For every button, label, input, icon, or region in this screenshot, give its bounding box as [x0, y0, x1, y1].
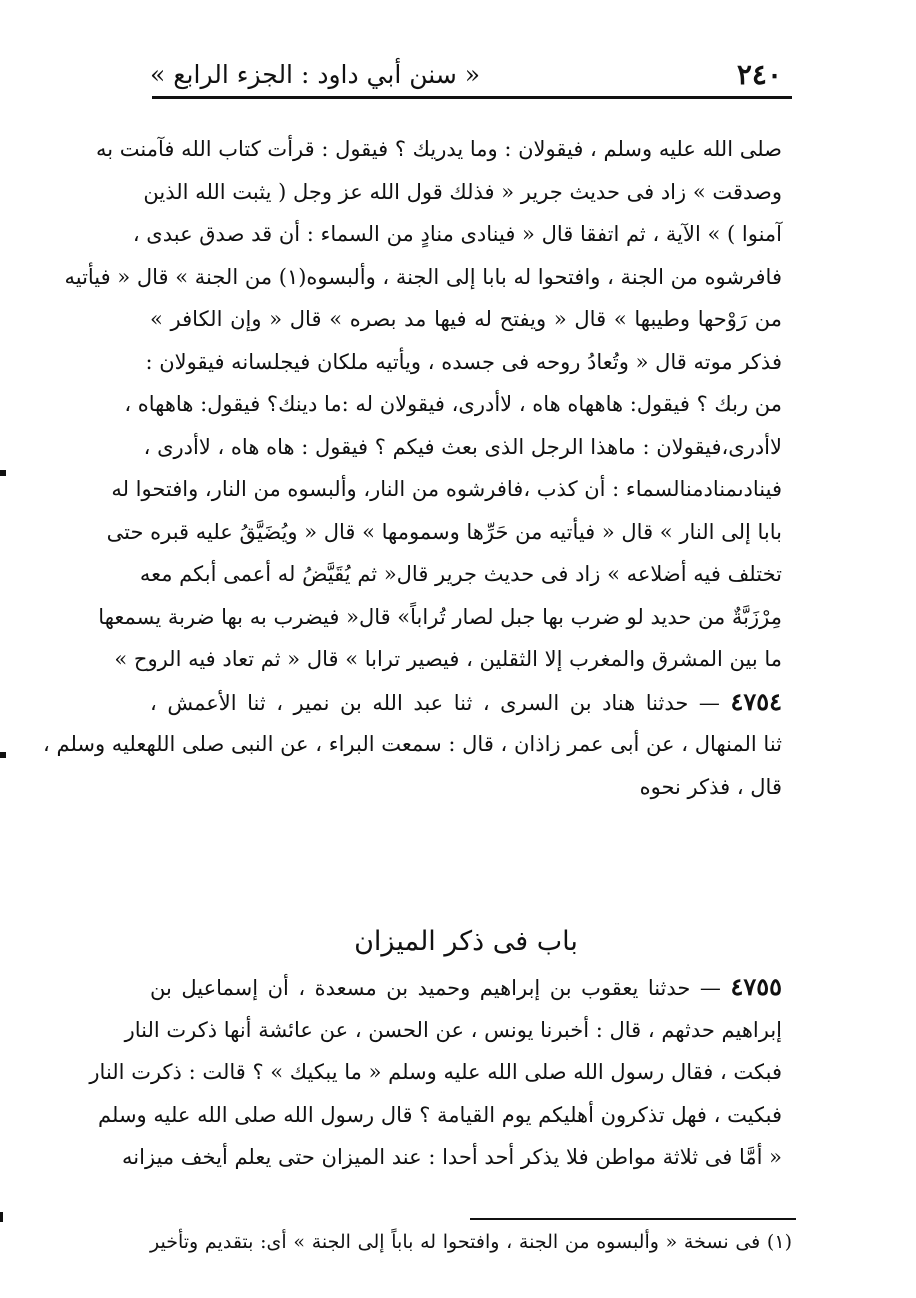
text-line: تختلف فيه أضلاعه » زاد فى حديث جرير قال« ثم يُقَيَّضُ له أعمى أبكم معه: [139, 562, 782, 586]
footnote-rule: [470, 1218, 796, 1220]
text-line: من ربك ؟ فيقول: هاههاه هاه ، لاأدرى، فيقولان له :ما دينك؟ فيقول: هاههاه ،: [124, 392, 782, 416]
text-line: « أمَّا فى ثلاثة مواطن فلا يذكر أحد أحدا : عند الميزان حتى يعلم أيخف ميزانه: [122, 1145, 782, 1169]
hadith-4754-first-line: [150, 681, 782, 724]
page-header: [150, 52, 782, 96]
footnote: (١) فى نسخة « وألبسوه من الجنة ، وافتحوا له باباً إلى الجنة » أى: بتقديم وتأخير: [150, 1231, 792, 1253]
text-line: فبكت ، فقال رسول الله صلى الله عليه وسلم « ما يبكيك » ؟ قالت : ذكرت النار: [89, 1060, 782, 1084]
margin-mark: [0, 1212, 3, 1222]
chapter-title: باب فى ذكر الميزان: [354, 926, 578, 957]
body-text-main: [43, 128, 782, 808]
text-line: آمنوا ) » الآية ، ثم اتفقا قال « فينادى منادٍ من السماء : أن قد صدق عبدى ،: [132, 222, 782, 246]
text-line: ما بين المشرق والمغرب إلا الثقلين ، فيصير ترابا » قال « ثم تعاد فيه الروح »: [114, 647, 782, 671]
hadith-number: ٤٧٥٥: [730, 972, 782, 1001]
text-line: قال ، فذكر نحوه: [639, 774, 782, 799]
text-line: فافرشوه من الجنة ، وافتحوا له بابا إلى الجنة ، وألبسوه(١) من الجنة » قال « فيأتيه: [64, 264, 782, 289]
text-line: فذكر موته قال « وتُعادُ روحه فى جسده ، ويأتيه ملكان فيجلسانه فيقولان :: [145, 349, 782, 374]
hadith-4754-intro: — حدثنا هناد بن السرى ، ثنا عبد الله بن نمير ، ثنا الأعمش ،: [150, 690, 720, 715]
text-line: مِرْزَبَّةٌ من حديد لو ضرب بها جبل لصار تُراباً» قال« فيضرب به بها ضربة يسمعها: [98, 604, 782, 629]
text-line: وصدقت » زاد فى حديث جرير « فذلك قول الله عز وجل ( يثبت الله الذين: [143, 179, 782, 204]
margin-mark: [0, 752, 6, 758]
text-line: صلى الله عليه وسلم ، فيقولان : وما يدريك ؟ فيقول : قرأت كتاب الله فآمنت به: [96, 137, 782, 161]
hadith-4755-intro: — حدثنا يعقوب بن إبراهيم وحميد بن مسعدة ، أن إسماعيل بن: [150, 976, 721, 1000]
page-number: ٢٤٠: [736, 57, 782, 91]
text-line: لاأدرى،فيقولان : ماهذا الرجل الذى بعث فيكم ؟ فيقول : هاه هاه ، لاأدرى ،: [143, 434, 782, 459]
text-line: من رَوْحها وطيبها » قال « ويفتح له فيها مد بصره » قال « وإن الكافر »: [150, 307, 782, 331]
hadith-4755-first-line: [150, 966, 782, 1009]
running-title: « سنن أبي داود : الجزء الرابع »: [150, 59, 481, 89]
text-line: فينادىمنادمنالسماء : أن كذب ،فافرشوه من النار، وألبسوه من النار، وافتحوا له: [111, 477, 782, 501]
header-rule: [152, 96, 792, 99]
hadith-number: ٤٧٥٤: [730, 686, 782, 716]
body-text-chapter: [89, 966, 782, 1179]
text-line: بابا إلى النار » قال « فيأتيه من حَرِّها وسمومها » قال « ويُضَيَّقُ عليه قبره حتى: [106, 519, 782, 544]
margin-mark: [0, 470, 6, 476]
text-line: إبراهيم حدثهم ، قال : أخبرنا يونس ، عن الحسن ، عن عائشة أنها ذكرت النار: [124, 1017, 782, 1042]
text-line: فبكيت ، فهل تذكرون أهليكم يوم القيامة ؟ قال رسول الله صلى الله عليه وسلم: [98, 1102, 782, 1127]
text-line: ثنا المنهال ، عن أبى عمر زاذان ، قال : سمعت البراء ، عن النبى صلى اللهعليه وسلم ،: [43, 732, 782, 756]
